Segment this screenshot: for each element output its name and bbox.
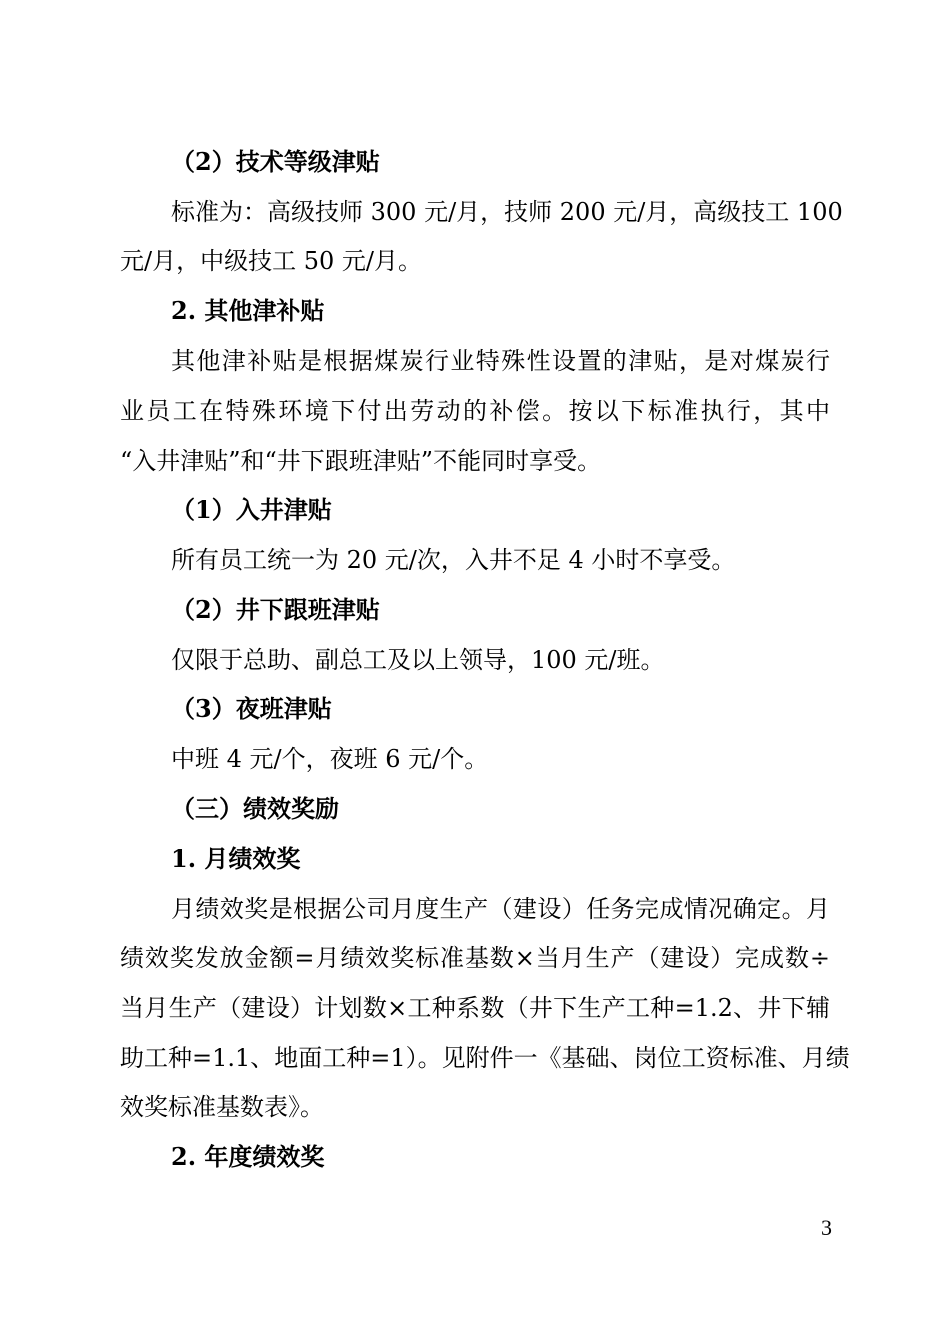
section-heading-monthly-performance-bonus: 1. 月绩效奖 [171, 844, 301, 873]
section-heading-technical-grade-allowance: （2）技术等级津贴 [171, 147, 380, 176]
paragraph-line: 中班 4 元/个，夜班 6 元/个。 [171, 745, 489, 773]
paragraph-line: 效奖标准基数表》。 [120, 1093, 324, 1121]
paragraph-line: 助工种=1.1、地面工种=1）。见附件一《基础、岗位工资标准、月绩 [120, 1044, 850, 1072]
paragraph-line: 其他津补贴是根据煤炭行业特殊性设置的津贴，是对煤炭行 [171, 347, 830, 375]
paragraph-line: 元/月，中级技工 50 元/月。 [120, 247, 422, 275]
section-heading-underground-allowance: （1）入井津贴 [171, 495, 332, 524]
paragraph-line: 当月生产（建设）计划数×工种系数（井下生产工种=1.2、井下辅 [120, 994, 830, 1022]
paragraph-line: 业员工在特殊环境下付出劳动的补偿。按以下标准执行，其中 [120, 397, 830, 425]
section-heading-other-allowances: 2. 其他津补贴 [171, 296, 325, 325]
paragraph-line: 月绩效奖是根据公司月度生产（建设）任务完成情况确定。月 [171, 895, 830, 923]
section-heading-night-shift-allowance: （3）夜班津贴 [171, 694, 332, 723]
section-heading-shift-following-allowance: （2）井下跟班津贴 [171, 595, 380, 624]
paragraph-line: 仅限于总助、副总工及以上领导，100 元/班。 [171, 646, 665, 674]
page-number: 3 [821, 1215, 832, 1240]
paragraph-line: 绩效奖发放金额=月绩效奖标准基数×当月生产（建设）完成数÷ [120, 944, 830, 972]
paragraph-line: 标准为：高级技师 300 元/月，技师 200 元/月，高级技工 100 [171, 198, 843, 226]
paragraph-line: 所有员工统一为 20 元/次，入井不足 4 小时不享受。 [171, 546, 736, 574]
paragraph-line: “入井津贴”和“井下跟班津贴”不能同时享受。 [120, 447, 602, 475]
section-heading-annual-performance-bonus: 2. 年度绩效奖 [171, 1142, 325, 1171]
section-heading-performance-rewards: （三）绩效奖励 [171, 794, 339, 823]
